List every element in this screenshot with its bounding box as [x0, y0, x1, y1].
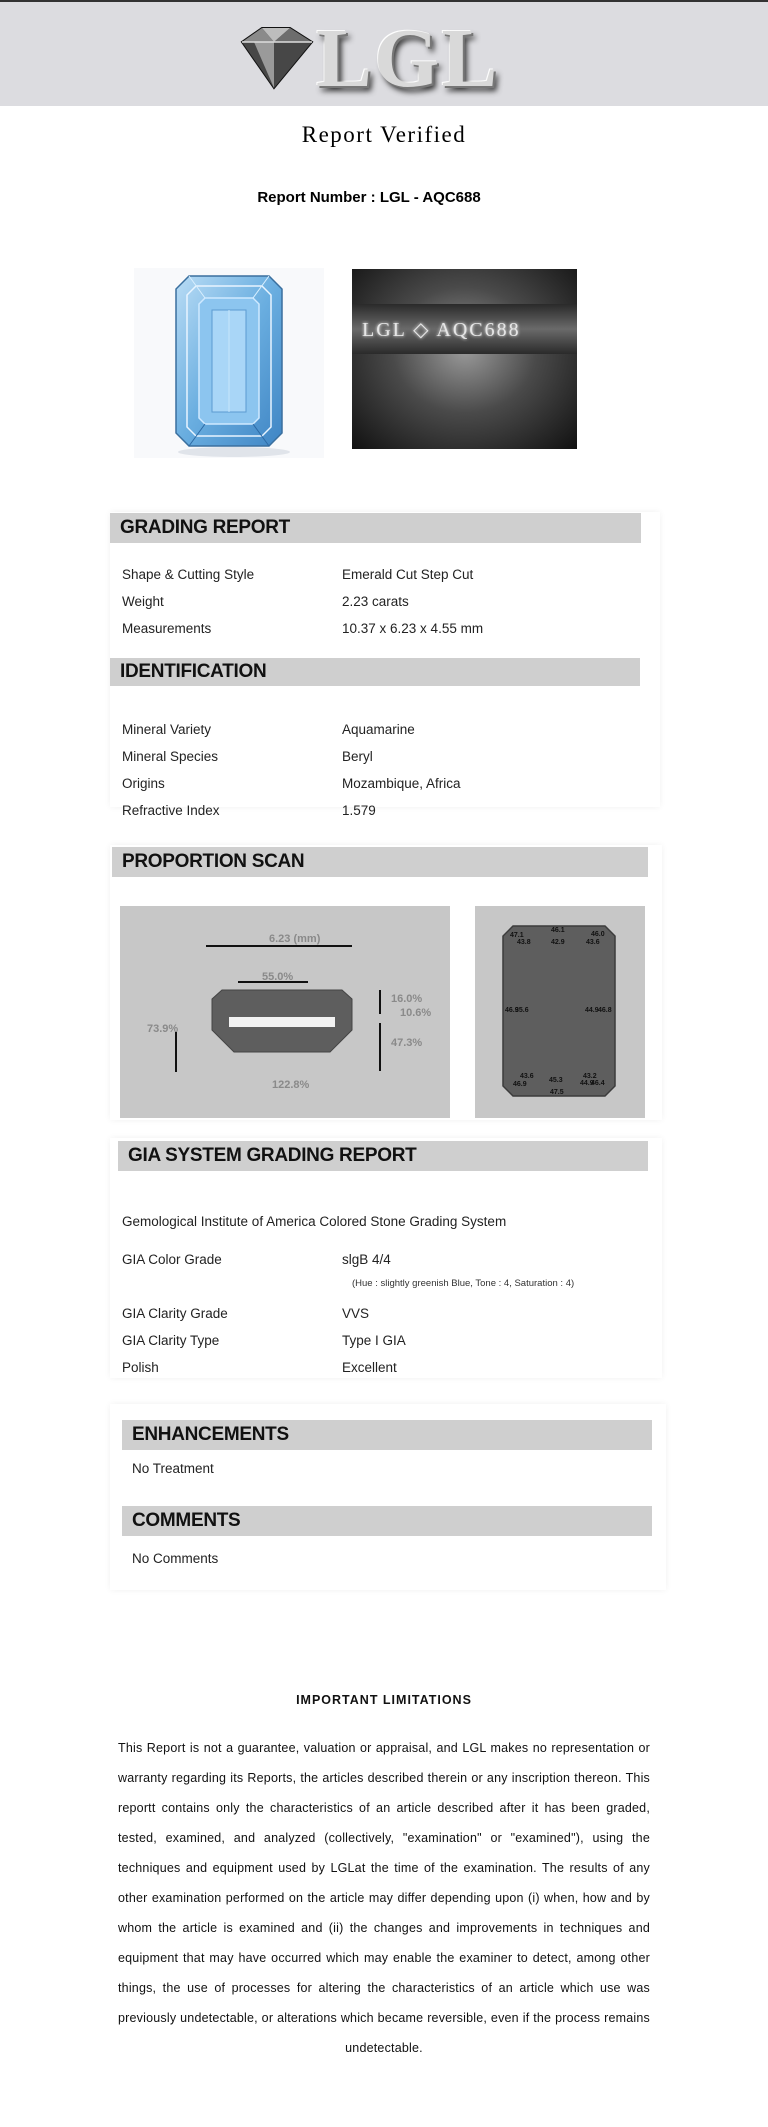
top-q: 47.5	[550, 1089, 564, 1096]
limitations-title: IMPORTANT LIMITATIONS	[296, 1693, 472, 1707]
depth-label: 73.9%	[147, 1023, 179, 1035]
mineral-species-value: Beryl	[342, 749, 373, 764]
width-label: 6.23 (mm)	[269, 933, 321, 945]
gia-clarity-label: GIA Clarity Grade	[122, 1306, 228, 1321]
side-profile-panel	[120, 906, 450, 1118]
gia-color-note: (Hue : slightly greenish Blue, Tone : 4, Saturation : 4)	[352, 1278, 575, 1289]
diamond-icon	[234, 24, 318, 94]
polish-label: Polish	[122, 1360, 159, 1375]
laser-inscription-photo	[352, 269, 577, 449]
top-j: 46.8	[598, 1007, 612, 1014]
side-profile-diagram	[120, 906, 450, 1118]
enhancements-heading: ENHANCEMENTS	[122, 1420, 652, 1450]
gia-subtitle: Gemological Institute of America Colored Stone Grading System	[122, 1214, 507, 1229]
limitations-body: This Report is not a guarantee, valuation or appraisal, and LGL makes no representation or warranty regarding its Reports, the articles described therein or any inscription thereon. This reportt contains only the characteristics of an article described after it has been graded, tested, examined, and analyzed (collectively, "examination" or "examined"), using the techniques and equipment used by LGLat the time of the examination. The results of any other examination performed on the article may differ depending upon (i) when, how and by whom the article is examined and (ii) the changes and improvements in techniques and equipment that may have occurred which may enable the examiner to detect, among other things, the use of processes for altering the characteristics of an article which use was previously undetectable, or alterations which became reversible, even if the process remains undetectable.	[118, 1741, 650, 2055]
page-title: Report Verified	[301, 122, 467, 147]
gia-heading: GIA SYSTEM GRADING REPORT	[118, 1141, 648, 1171]
lgl-logo[interactable]	[234, 12, 500, 105]
mineral-species-label: Mineral Species	[122, 749, 219, 764]
top-c: 46.0	[591, 931, 605, 938]
top-view-panel	[475, 906, 645, 1118]
top-k: 43.6	[520, 1073, 534, 1080]
report-number: Report Number : LGL - AQC688	[257, 189, 481, 206]
mineral-variety-value: Aquamarine	[342, 722, 415, 737]
top-o: 44.9	[580, 1080, 594, 1087]
gem-photo	[134, 268, 324, 458]
logo-text: LGL	[316, 12, 500, 105]
top-p: 46.4	[591, 1080, 605, 1087]
weight-label: Weight	[122, 594, 164, 609]
gia-color-label: GIA Color Grade	[122, 1252, 222, 1267]
top-l: 43.2	[583, 1073, 597, 1080]
gia-clarity-value: VVS	[342, 1306, 370, 1321]
measurements-label: Measurements	[122, 621, 212, 636]
weight-value: 2.23 carats	[342, 594, 409, 609]
top-n: 45.3	[549, 1077, 563, 1084]
comments-heading: COMMENTS	[122, 1506, 652, 1536]
table-label: 55.0%	[262, 971, 294, 983]
gia-clarity-type-value: Type I GIA	[342, 1333, 406, 1348]
top-h: 35.6	[515, 1007, 529, 1014]
gem-illustration	[134, 268, 324, 458]
comments-text: No Comments	[132, 1551, 219, 1566]
proportion-scan-heading: PROPORTION SCAN	[112, 847, 648, 877]
top-g: 46.9	[505, 1007, 519, 1014]
pavilion-label: 47.3%	[391, 1037, 423, 1049]
top-a: 46.1	[551, 927, 565, 934]
length-ratio-label: 122.8%	[272, 1079, 310, 1091]
grading-report-heading: GRADING REPORT	[110, 513, 641, 543]
refractive-index-value: 1.579	[342, 803, 376, 818]
girdle-label: 10.6%	[400, 1007, 432, 1019]
top-view-diagram	[475, 906, 645, 1118]
origins-value: Mozambique, Africa	[342, 776, 461, 791]
top-d: 43.8	[517, 939, 531, 946]
refractive-index-label: Refractive Index	[122, 803, 220, 818]
top-e: 42.9	[551, 939, 565, 946]
enhancements-text: No Treatment	[132, 1461, 214, 1476]
gia-clarity-type-label: GIA Clarity Type	[122, 1333, 220, 1348]
origins-label: Origins	[122, 776, 165, 791]
gia-color-value: slgB 4/4	[342, 1252, 391, 1267]
polish-value: Excellent	[342, 1360, 397, 1375]
shape-value: Emerald Cut Step Cut	[342, 567, 474, 582]
measurements-value: 10.37 x 6.23 x 4.55 mm	[342, 621, 484, 636]
top-b: 47.1	[510, 932, 524, 939]
mineral-variety-label: Mineral Variety	[122, 722, 212, 737]
top-f: 43.6	[586, 939, 600, 946]
identification-heading: IDENTIFICATION	[110, 658, 640, 686]
shape-label: Shape & Cutting Style	[122, 567, 255, 582]
crown-label: 16.0%	[391, 993, 423, 1005]
top-m: 46.9	[513, 1081, 527, 1088]
header-bar	[0, 0, 768, 106]
inscription-text: LGL ◇ AQC688	[362, 319, 521, 341]
top-i: 44.9	[585, 1007, 599, 1014]
